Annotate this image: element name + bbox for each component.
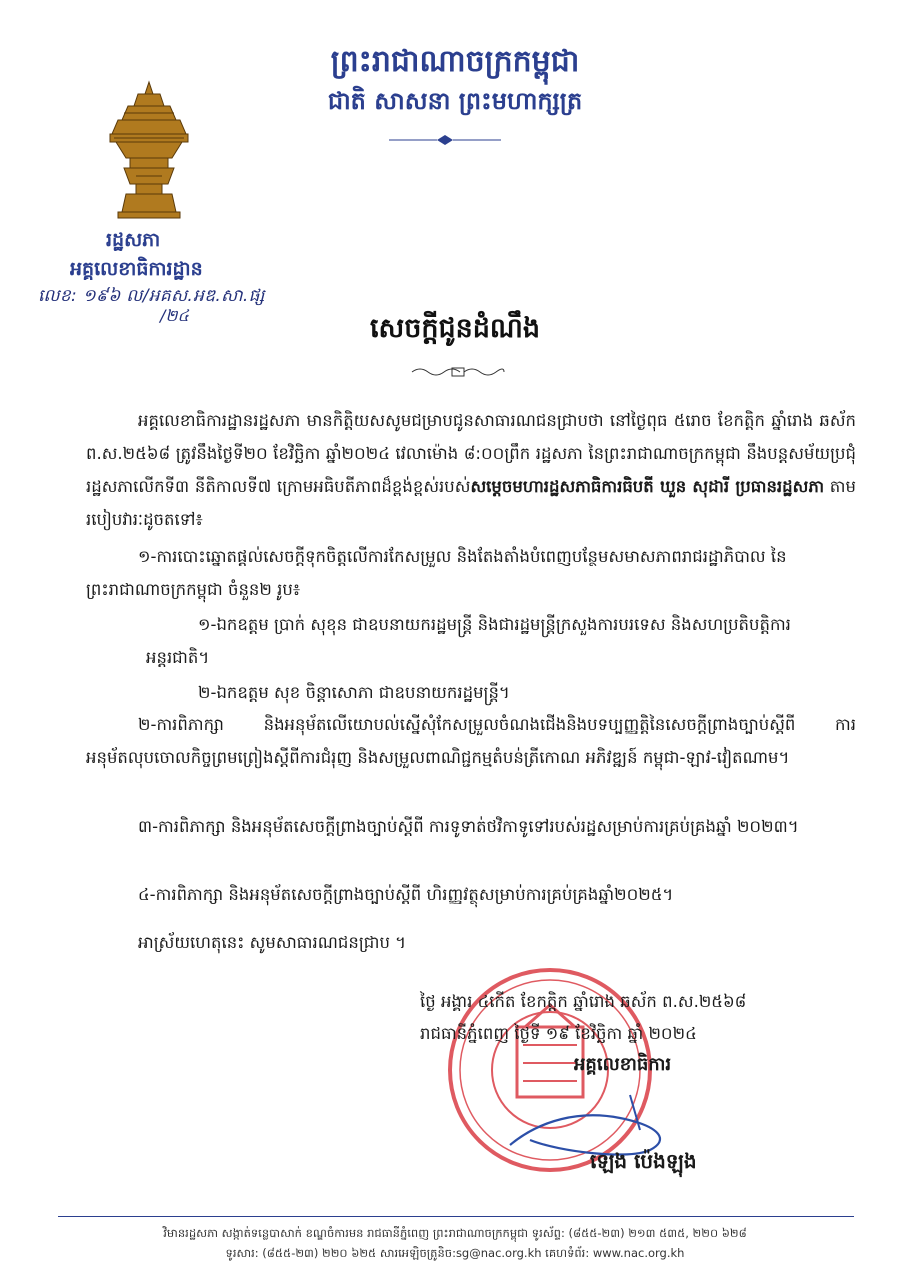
agenda-subitem-1: ១-ឯកឧត្តម ប្រាក់ សុខុន ជាឧបនាយករដ្ឋមន្ត្រី និងជារដ្ឋមន្ត្រីក្រសួងការបរទេស និងសហប្រតិបត្តិការ អន្តរជាតិ។ (146, 615, 791, 667)
agenda-item-3: ៣-ការពិភាក្សា និងអនុម័តសេចក្តីព្រាងច្បាប់ស្តីពី ការទូទាត់ថវិកាទូទៅរបស់រដ្ឋសម្រាប់ការគ្រប់គ្រងឆ្នាំ ២០២៣។ (138, 817, 799, 836)
footer-address: វិមានរដ្ឋសភា សង្កាត់ទន្លេបាសាក់ ខណ្ឌចំការមន រាជធានីភ្នំពេញ ព្រះរាជាណាចក្រកម្ពុជា ទូរស័ព្ទ: (៨៥៥-២៣) ២១៣ ៥៣៥, ២២០ ៦២៨ (163, 1226, 747, 1240)
ministry-name: រដ្ឋសភា (106, 229, 161, 251)
signer-name: ឡេង ប៉េងឡុង (590, 1149, 697, 1173)
title-ornament (410, 366, 506, 378)
reference-year: /២៤ (160, 306, 189, 325)
agenda-subitem-2: ២-ឯកឧត្តម សុខ ចិន្តាសោភា ជាឧបនាយករដ្ឋមន្ត្រី។ (198, 683, 510, 702)
intro-end: តាមរបៀបវារៈដូចតទៅ៖ (86, 477, 856, 529)
agenda-item-4: ៤-ការពិភាក្សា និងអនុម័តសេចក្តីព្រាងច្បាប់ស្តីពី ហិរញ្ញវត្ថុសម្រាប់ការគ្រប់គ្រងឆ្នាំ២០២៥។ (138, 885, 674, 904)
footer-divider (58, 1216, 854, 1217)
footer-contact: ទូរសារ: (៨៥៥-២៣) ២២០ ៦២៥ សារអេឡិចត្រូនិច:sg@nac.org.kh គេហទំព័រ: www.nac.org.kh (225, 1246, 685, 1260)
intro-president: សម្តេចមហារដ្ឋសភាធិការធិបតី ឃួន សុដារី ប្រធានរដ្ឋសភា (470, 477, 825, 496)
royal-emblem-icon (106, 80, 192, 220)
intro-paragraph (86, 404, 856, 536)
agenda-item-2: ២-ការពិភាក្សា និងអនុម័តលើយោបល់ស្នើសុំកែសម្រួលចំណងជើងនិងបទប្បញ្ញត្តិនៃសេចក្តីព្រាងច្បាប់ស្តីពី ការអនុម័តលុបចោលកិច្ចព្រមព្រៀងស្តីពីការជំរុញ និងសម្រួលពាណិជ្ជកម្មតំបន់ត្រីកោណ អភិវឌ្ឍន៍ កម្ពុជា-ឡាវ-វៀតណាម។ (86, 715, 856, 767)
date-lunar: ថ្ងៃ អង្គារ ៤កើត ខែកត្តិក ឆ្នាំរោង ឆស័ក ព.ស.២៥៦៨ (420, 992, 747, 1011)
date-solar: រាជធានីភ្នំពេញ ថ្ងៃទី ១៩ ខែវិច្ឆិកា ឆ្នាំ ២០២៤ (420, 1024, 697, 1043)
signer-title: អគ្គលេខាធិការ (574, 1054, 672, 1075)
agenda-item-1: ១-ការបោះឆ្នោតផ្តល់សេចក្តីទុកចិត្តលើការកែសម្រួល និងតែងតាំងបំពេញបន្ថែមសមាសភាពរាជរដ្ឋាភិបាល នៃព្រះរាជាណាចក្រកម្ពុជា ចំនួន២ រូប៖ (86, 547, 787, 599)
document-title: សេចក្តីជូនដំណឹង (369, 313, 541, 344)
intro-text: អគ្គលេខាធិការដ្ឋានរដ្ឋសភា មានកិត្តិយសសូមជម្រាបជូនសាធារណជនជ្រាបថា នៅថ្ងៃពុធ ៥រោច ខែកត្តិក ឆ្នាំរោង ឆស័ក ព.ស.២៥៦៨ ត្រូវនឹងថ្ងៃទី២០ ខែវិច្ឆិកា ឆ្នាំ២០២៤ វេលាម៉ោង ៨:០០ព្រឹក រដ្ឋសភា នៃព្រះរាជាណាចក្រកម្ពុជា នឹងបន្តសម័យប្រជុំរដ្ឋសភាលើកទី៣ នីតិកាលទី៧ ក្រោមអធិបតីភាពដ៏ខ្ពង់ខ្ពស់របស់ (86, 411, 856, 496)
kingdom-motto: ជាតិ សាសនា ព្រះមហាក្សត្រ (327, 87, 583, 115)
closing-line: អាស្រ័យហេតុនេះ សូមសាធារណជនជ្រាប ។ (138, 933, 407, 952)
kingdom-title: ព្រះរាជាណាចក្រកម្ពុជា (330, 44, 580, 79)
title-divider-ornament (385, 133, 505, 147)
reference-number: លេខ: ១៩៦ ល/អគស.អឌ.សា.ផ្ស (38, 286, 265, 306)
department-name: អគ្គលេខាធិការដ្ឋាន (70, 258, 203, 280)
